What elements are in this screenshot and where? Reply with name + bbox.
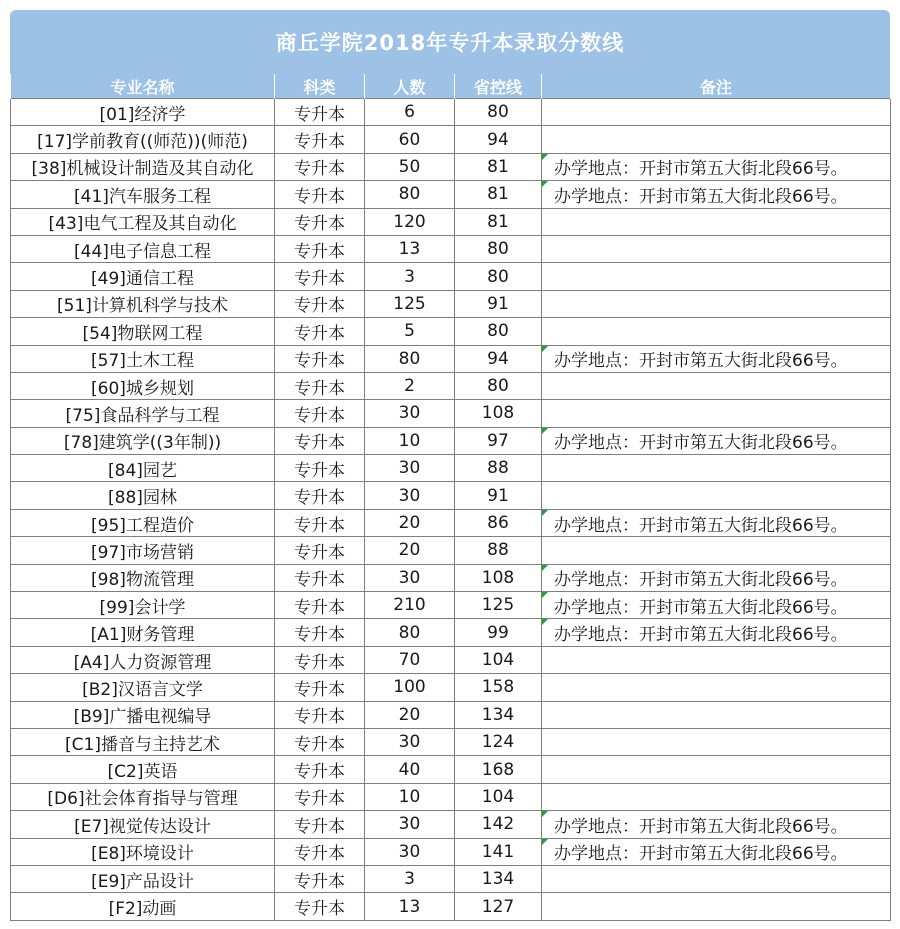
control-line-cell: 142 [455,811,542,838]
category-cell: 专升本 [275,564,365,591]
header-category: 科类 [275,74,365,99]
count-cell: 30 [365,400,455,427]
table-row [11,181,891,208]
table-row [11,646,891,673]
note-text: 办学地点：开封市第五大街北段66号。 [554,351,848,372]
table-row [11,783,891,810]
note-text: 办学地点：开封市第五大街北段66号。 [554,159,848,180]
control-line-cell: 108 [455,564,542,591]
category-cell: 专升本 [275,181,365,208]
major-name-cell: [A4]人力资源管理 [11,646,275,673]
table-row [11,701,891,728]
control-line-cell: 80 [455,263,542,290]
category-cell: 专升本 [275,783,365,810]
table-row [11,290,891,317]
category-cell: 专升本 [275,345,365,372]
control-line-cell: 168 [455,756,542,783]
category-cell: 专升本 [275,455,365,482]
count-cell: 120 [365,208,455,235]
admission-score-table [10,74,891,921]
major-name-cell: [43]电气工程及其自动化 [11,208,275,235]
control-line-cell: 141 [455,838,542,865]
table-row [11,372,891,399]
table-title: 商丘学院2018年专升本录取分数线 [10,10,890,74]
control-line-cell: 104 [455,646,542,673]
control-line-cell: 81 [455,208,542,235]
header-control-line: 省控线 [455,74,542,99]
note-cell [542,99,891,126]
count-cell: 30 [365,728,455,755]
control-line-cell: 104 [455,783,542,810]
comment-indicator-icon [542,565,548,571]
table-row [11,345,891,372]
major-name-cell: [E8]环境设计 [11,838,275,865]
note-text: 办学地点：开封市第五大街北段66号。 [554,844,848,865]
comment-indicator-icon [542,510,548,516]
note-cell [542,318,891,345]
count-cell: 3 [365,865,455,892]
count-cell: 125 [365,290,455,317]
major-name-cell: [38]机械设计制造及其自动化 [11,153,275,180]
count-cell: 13 [365,235,455,262]
note-text: 办学地点：开封市第五大街北段66号。 [554,515,848,536]
table-row [11,153,891,180]
category-cell: 专升本 [275,893,365,920]
count-cell: 80 [365,181,455,208]
control-line-cell: 88 [455,455,542,482]
category-cell: 专升本 [275,400,365,427]
category-cell: 专升本 [275,208,365,235]
category-cell: 专升本 [275,372,365,399]
count-cell: 2 [365,372,455,399]
control-line-cell: 134 [455,701,542,728]
note-cell [542,509,891,536]
table-row [11,455,891,482]
comment-indicator-icon [542,811,548,817]
category-cell: 专升本 [275,865,365,892]
major-name-cell: [54]物联网工程 [11,318,275,345]
note-cell [542,181,891,208]
table-row [11,865,891,892]
comment-indicator-icon [542,346,548,352]
table-row [11,537,891,564]
category-cell: 专升本 [275,509,365,536]
comment-indicator-icon [542,592,548,598]
control-line-cell: 108 [455,400,542,427]
major-name-cell: [C2]英语 [11,756,275,783]
comment-indicator-icon [542,428,548,434]
major-name-cell: [A1]财务管理 [11,619,275,646]
count-cell: 10 [365,783,455,810]
category-cell: 专升本 [275,318,365,345]
count-cell: 210 [365,592,455,619]
count-cell: 10 [365,427,455,454]
major-name-cell: [B2]汉语言文学 [11,674,275,701]
table-row [11,509,891,536]
major-name-cell: [78]建筑学((3年制)) [11,427,275,454]
count-cell: 70 [365,646,455,673]
count-cell: 20 [365,701,455,728]
count-cell: 40 [365,756,455,783]
control-line-cell: 81 [455,153,542,180]
category-cell: 专升本 [275,126,365,153]
note-cell [542,208,891,235]
major-name-cell: [57]土木工程 [11,345,275,372]
header-count: 人数 [365,74,455,99]
control-line-cell: 86 [455,509,542,536]
count-cell: 30 [365,564,455,591]
table-row [11,235,891,262]
note-cell [542,372,891,399]
major-name-cell: [01]经济学 [11,99,275,126]
table-row [11,811,891,838]
table-row [11,592,891,619]
category-cell: 专升本 [275,674,365,701]
major-name-cell: [B9]广播电视编导 [11,701,275,728]
table-row [11,263,891,290]
note-cell [542,290,891,317]
control-line-cell: 80 [455,372,542,399]
table-row [11,400,891,427]
note-text: 办学地点：开封市第五大街北段66号。 [554,625,848,646]
count-cell: 30 [365,482,455,509]
count-cell: 6 [365,99,455,126]
control-line-cell: 158 [455,674,542,701]
major-name-cell: [44]电子信息工程 [11,235,275,262]
table-row [11,99,891,126]
major-name-cell: [49]通信工程 [11,263,275,290]
major-name-cell: [41]汽车服务工程 [11,181,275,208]
note-cell [542,838,891,865]
control-line-cell: 125 [455,592,542,619]
note-text: 办学地点：开封市第五大街北段66号。 [554,186,848,207]
table-row [11,126,891,153]
note-cell [542,865,891,892]
category-cell: 专升本 [275,838,365,865]
note-cell [542,728,891,755]
control-line-cell: 94 [455,126,542,153]
category-cell: 专升本 [275,263,365,290]
table-row [11,674,891,701]
comment-indicator-icon [542,181,548,187]
category-cell: 专升本 [275,482,365,509]
note-cell [542,235,891,262]
major-name-cell: [E7]视觉传达设计 [11,811,275,838]
category-cell: 专升本 [275,99,365,126]
header-row [11,74,891,99]
control-line-cell: 99 [455,619,542,646]
table-body [11,99,891,921]
note-text: 办学地点：开封市第五大街北段66号。 [554,433,848,454]
count-cell: 5 [365,318,455,345]
major-name-cell: [51]计算机科学与技术 [11,290,275,317]
table-row [11,564,891,591]
category-cell: 专升本 [275,646,365,673]
major-name-cell: [88]园林 [11,482,275,509]
category-cell: 专升本 [275,619,365,646]
note-cell [542,153,891,180]
note-text: 办学地点：开封市第五大街北段66号。 [554,816,848,837]
header-major-name: 专业名称 [11,74,275,99]
category-cell: 专升本 [275,728,365,755]
count-cell: 100 [365,674,455,701]
table-row [11,427,891,454]
category-cell: 专升本 [275,235,365,262]
major-name-cell: [98]物流管理 [11,564,275,591]
control-line-cell: 91 [455,482,542,509]
control-line-cell: 88 [455,537,542,564]
table-row [11,756,891,783]
note-text: 办学地点：开封市第五大街北段66号。 [554,570,848,591]
major-name-cell: [95]工程造价 [11,509,275,536]
note-cell [542,482,891,509]
category-cell: 专升本 [275,592,365,619]
comment-indicator-icon [542,839,548,845]
control-line-cell: 134 [455,865,542,892]
major-name-cell: [60]城乡规划 [11,372,275,399]
note-cell [542,811,891,838]
category-cell: 专升本 [275,290,365,317]
note-cell [542,619,891,646]
count-cell: 30 [365,811,455,838]
comment-indicator-icon [542,619,548,625]
comment-indicator-icon [542,154,548,160]
category-cell: 专升本 [275,537,365,564]
major-name-cell: [17]学前教育((师范))(师范) [11,126,275,153]
major-name-cell: [E9]产品设计 [11,865,275,892]
control-line-cell: 94 [455,345,542,372]
control-line-cell: 80 [455,235,542,262]
note-cell [542,674,891,701]
note-cell [542,427,891,454]
note-cell [542,783,891,810]
category-cell: 专升本 [275,811,365,838]
category-cell: 专升本 [275,756,365,783]
note-cell [542,537,891,564]
count-cell: 3 [365,263,455,290]
major-name-cell: [84]园艺 [11,455,275,482]
note-cell [542,263,891,290]
note-text: 办学地点：开封市第五大街北段66号。 [554,597,848,618]
table-row [11,208,891,235]
major-name-cell: [C1]播音与主持艺术 [11,728,275,755]
note-cell [542,455,891,482]
table-row [11,619,891,646]
count-cell: 80 [365,619,455,646]
major-name-cell: [99]会计学 [11,592,275,619]
note-cell [542,126,891,153]
count-cell: 20 [365,537,455,564]
table-row [11,482,891,509]
note-cell [542,756,891,783]
control-line-cell: 97 [455,427,542,454]
control-line-cell: 91 [455,290,542,317]
table-row [11,728,891,755]
control-line-cell: 127 [455,893,542,920]
count-cell: 13 [365,893,455,920]
control-line-cell: 80 [455,318,542,345]
major-name-cell: [D6]社会体育指导与管理 [11,783,275,810]
control-line-cell: 80 [455,99,542,126]
control-line-cell: 81 [455,181,542,208]
major-name-cell: [75]食品科学与工程 [11,400,275,427]
count-cell: 30 [365,455,455,482]
note-cell [542,592,891,619]
category-cell: 专升本 [275,153,365,180]
note-cell [542,400,891,427]
count-cell: 20 [365,509,455,536]
note-cell [542,345,891,372]
table-row [11,893,891,920]
note-cell [542,564,891,591]
header-notes: 备注 [542,74,891,99]
table-row [11,318,891,345]
count-cell: 60 [365,126,455,153]
count-cell: 80 [365,345,455,372]
note-cell [542,646,891,673]
note-cell [542,701,891,728]
major-name-cell: [F2]动画 [11,893,275,920]
major-name-cell: [97]市场营销 [11,537,275,564]
count-cell: 50 [365,153,455,180]
table-row [11,838,891,865]
category-cell: 专升本 [275,701,365,728]
count-cell: 30 [365,838,455,865]
control-line-cell: 124 [455,728,542,755]
category-cell: 专升本 [275,427,365,454]
note-cell [542,893,891,920]
